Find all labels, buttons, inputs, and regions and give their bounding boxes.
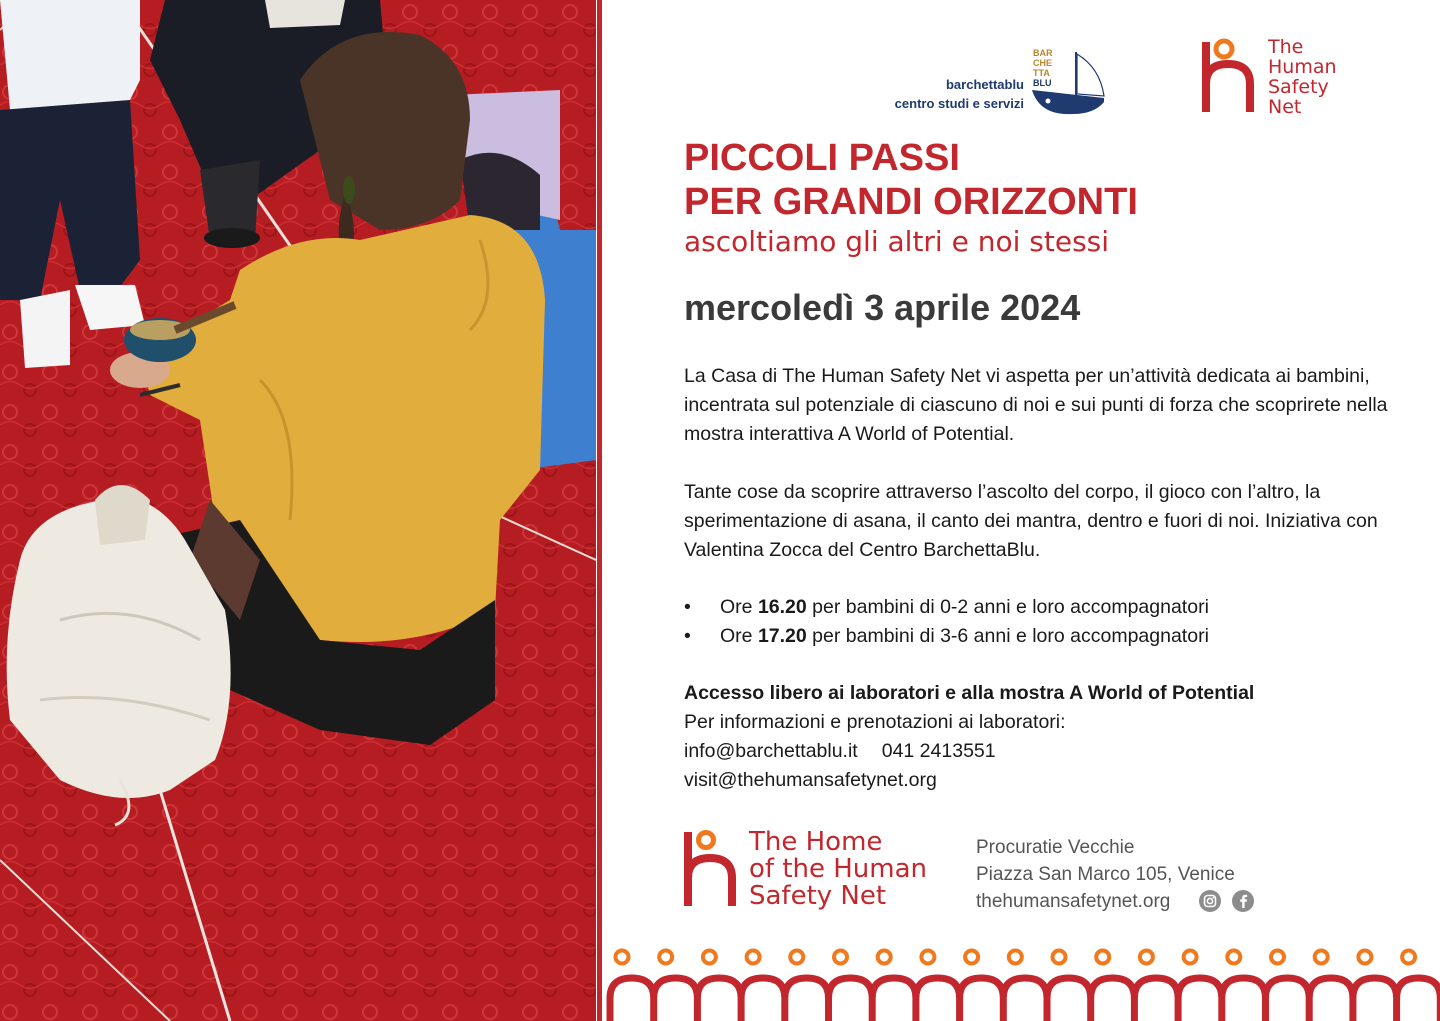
instagram-icon[interactable] (1199, 890, 1221, 912)
session-time: 16.20 (757, 596, 807, 618)
pattern-dot (878, 951, 891, 964)
pattern-dot (1096, 951, 1109, 964)
facebook-icon[interactable] (1232, 890, 1254, 912)
email-link-hsn[interactable]: visit@thehumansafetynet.org (684, 769, 937, 791)
svg-text:BAR: BAR (1033, 48, 1053, 58)
event-subtitle: ascoltiamo gli altri e noi stessi (684, 225, 1110, 258)
session-prefix: Ore (720, 596, 758, 618)
website-link[interactable]: thehumansafetynet.org (976, 891, 1171, 912)
access-note: Accesso libero ai laboratori e alla mostra A World of Potential (684, 682, 1255, 704)
pattern-dot (1140, 951, 1153, 964)
pattern-dot (965, 951, 978, 964)
description-paragraph-1: La Casa di The Human Safety Net vi aspetta per un’attività dedicata ai bambini, incentrata sul potenziale di ciascuno di noi e sui punti di forza che scoprirete nella mostra interattiva A World of Potential. (684, 365, 1388, 445)
title-line-2: PER GRANDI ORIZZONTI (684, 181, 1138, 223)
hsn-word-the: The (1268, 36, 1304, 58)
session-item (684, 622, 1209, 651)
event-date: mercoledì 3 aprile 2024 (684, 287, 1081, 328)
decorative-border-pattern (602, 938, 1440, 1021)
home-line-2: of the Human (749, 854, 928, 884)
pattern-dot (1315, 951, 1328, 964)
session-list (684, 593, 1209, 651)
contact-line (684, 737, 1254, 766)
svg-text:CHE: CHE (1033, 58, 1053, 68)
svg-text:BLU: BLU (1033, 78, 1052, 88)
contact-info (684, 679, 1254, 795)
pattern-arches (610, 978, 1440, 1021)
hsn-word-safety: Safety (1268, 76, 1329, 98)
venue-address (976, 834, 1235, 915)
pattern-dot (1009, 951, 1022, 964)
home-wordmark (749, 829, 927, 910)
pattern-dot (834, 951, 847, 964)
social-icons (1198, 889, 1258, 913)
session-text: per bambini di 3-6 anni e loro accompagnatori (806, 625, 1209, 647)
venue-street: Piazza San Marco 105, Venice (976, 864, 1235, 885)
session-time: 17.20 (757, 625, 807, 647)
partner-tagline: centro studi e servizi (894, 96, 1024, 111)
hsn-word-net: Net (1268, 96, 1302, 118)
hsn-wordmark (1268, 37, 1337, 117)
partner-name: barchettablu (945, 77, 1024, 92)
booking-note: Per informazioni e prenotazioni ai laboratori: (684, 711, 1066, 733)
barchettablu-boat-logo (1028, 46, 1108, 118)
title-line-1: PICCOLI PASSI (684, 137, 960, 179)
pattern-dot (1053, 951, 1066, 964)
vertical-divider (597, 0, 602, 1021)
event-photo (0, 0, 596, 1021)
home-line-3: Safety Net (749, 881, 887, 911)
session-prefix: Ore (720, 625, 758, 647)
session-text: per bambini di 0-2 anni e loro accompagnatori (806, 596, 1209, 618)
pattern-dot (659, 951, 672, 964)
email-link-barchettablu[interactable]: info@barchettablu.it (684, 740, 858, 762)
pattern-dot (1227, 951, 1240, 964)
hsn-h-logo-icon (1198, 36, 1262, 116)
svg-text:TTA: TTA (1033, 68, 1050, 78)
session-item (684, 593, 1209, 622)
description-paragraph-2: Tante cose da scoprire attraverso l’ascolto del corpo, il gioco con l’altro, la sperimentazione di asana, il canto dei mantra, dentro e fuori di noi. Iniziativa con Valentina Zocca del Centro BarchettaBlu. (684, 481, 1378, 561)
pattern-dot (747, 951, 760, 964)
photo-illustration (0, 0, 596, 1021)
home-line-1: The Home (749, 827, 883, 857)
pattern-dot (921, 951, 934, 964)
pattern-dot (1184, 951, 1197, 964)
partner-logo-text (860, 75, 1024, 113)
hsn-word-human: Human (1268, 56, 1337, 78)
pattern-dot (1271, 951, 1284, 964)
pattern-dot (703, 951, 716, 964)
hsn-home-h-logo-icon (680, 828, 742, 910)
pattern-dot (1402, 951, 1415, 964)
pattern-dot (616, 951, 629, 964)
event-title (684, 136, 1138, 224)
pattern-dot (1358, 951, 1371, 964)
venue-name: Procuratie Vecchie (976, 837, 1135, 858)
phone-number[interactable]: 041 2413551 (881, 740, 996, 762)
pattern-dot (790, 951, 803, 964)
